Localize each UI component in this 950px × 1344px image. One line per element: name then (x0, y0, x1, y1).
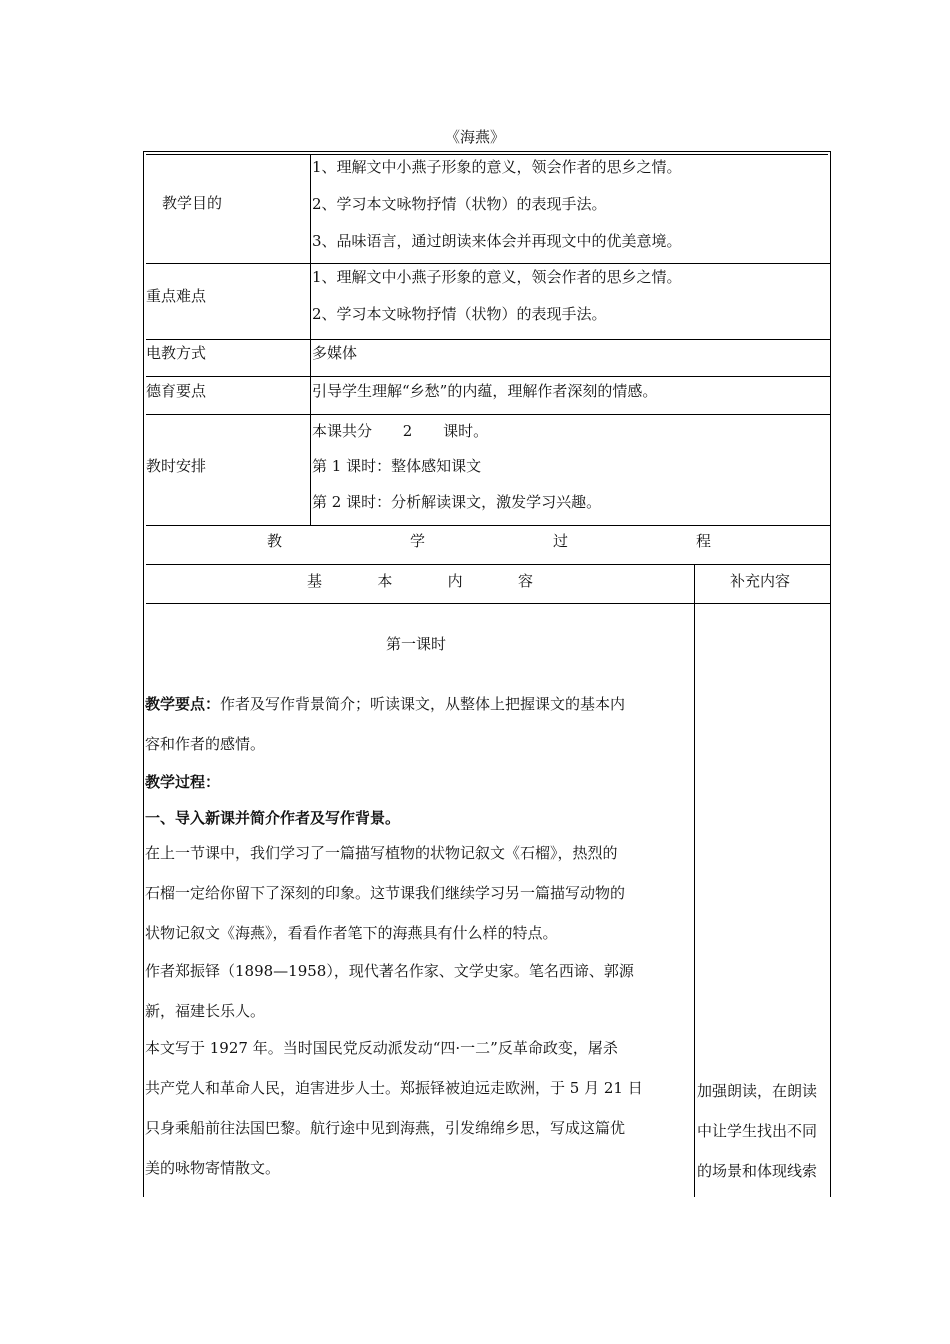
background-paragraph (145, 1038, 643, 1178)
table-border-top (143, 151, 831, 152)
schedule-lesson-2: 第 2 课时：分析解读课文，激发学习兴趣。 (312, 493, 602, 511)
paragraph-line: 状物记叙文《海燕》，看看作者笔下的海燕具有什么样的特点。 (145, 924, 558, 942)
supplement-notes (697, 1081, 817, 1181)
row-divider (146, 564, 830, 565)
supplement-line: 中让学生找出不同 (697, 1122, 818, 1140)
key-point-item: 2、学习本文咏物抒情（状物）的表现手法。 (312, 305, 607, 323)
basic-content-header-char: 本 (377, 572, 393, 590)
process-header-char: 教 (267, 532, 283, 550)
media-value: 多媒体 (312, 344, 358, 362)
row-divider (146, 603, 830, 604)
basic-content-header-char: 内 (447, 572, 463, 590)
table-border-right (830, 151, 831, 1197)
process-header-char: 过 (552, 532, 568, 550)
paragraph-line: 在上一节课中，我们学习了一篇描写植物的状物记叙文《石榴》，热烈的 (145, 844, 618, 862)
key-points-list (312, 267, 682, 324)
basic-content-header (307, 571, 533, 591)
objective-item: 3、品味语言，通过朗读来体会并再现文中的优美意境。 (312, 232, 682, 250)
paragraph-line: 作者郑振铎（1898—1958），现代著名作家、文学史家。笔名西谛、郭源 (145, 962, 634, 980)
supplement-column-divider (694, 564, 695, 1197)
paragraph-line: 美的咏物寄情散文。 (145, 1159, 281, 1177)
process-header-char: 程 (695, 532, 711, 550)
schedule-total (312, 421, 488, 441)
row-label-moral: 德育要点 (146, 382, 207, 400)
row-divider (146, 414, 830, 415)
objectives-list (312, 157, 682, 251)
objective-item: 1、理解文中小燕子形象的意义，领会作者的思乡之情。 (312, 158, 682, 176)
row-divider (146, 339, 830, 340)
lesson-title: 第一课时 (386, 635, 447, 653)
basic-content-header-char: 基 (307, 572, 323, 590)
row-label-objectives: 教学目的 (162, 194, 223, 212)
schedule-total-prefix: 本课共分 (312, 422, 373, 440)
process-label: 教学过程： (145, 773, 221, 791)
author-paragraph (145, 961, 634, 1021)
moral-value: 引导学生理解“乡愁”的内蕴，理解作者深刻的情感。 (312, 382, 658, 400)
paragraph-line: 本文写于 1927 年。当时国民党反动派发动“四·一二”反革命政变，屠杀 (145, 1039, 618, 1057)
paragraph-line: 新，福建长乐人。 (145, 1002, 266, 1020)
schedule-total-count: 2 (402, 422, 413, 440)
table-border-top-inner (146, 154, 828, 155)
objective-item: 2、学习本文咏物抒情（状物）的表现手法。 (312, 195, 607, 213)
process-header (267, 531, 711, 551)
key-points-text: 作者及写作背景简介；听读课文，从整体上把握课文的基本内 (220, 695, 626, 713)
paragraph-line: 共产党人和革命人民，迫害进步人士。郑振铎被迫远走欧洲，于 5 月 21 日 (145, 1079, 643, 1097)
supplement-line: 的场景和体现线索 (697, 1162, 818, 1180)
row-divider (146, 525, 830, 526)
key-point-item: 1、理解文中小燕子形象的意义，领会作者的思乡之情。 (312, 268, 682, 286)
key-points-paragraph (145, 694, 625, 714)
row-divider (146, 263, 830, 264)
process-header-char: 学 (409, 532, 425, 550)
row-label-schedule: 教时安排 (146, 457, 207, 475)
intro-paragraph (145, 843, 625, 943)
supplement-line: 加强朗读，在朗读 (697, 1082, 818, 1100)
row-label-key-points: 重点难点 (146, 287, 207, 305)
row-label-media: 电教方式 (146, 344, 207, 362)
key-points-label: 教学要点： (145, 695, 221, 713)
schedule-total-suffix: 课时。 (443, 422, 489, 440)
paragraph-line: 石榴一定给你留下了深刻的印象。这节课我们继续学习另一篇描写动物的 (145, 884, 626, 902)
table-border-left (143, 151, 144, 1197)
section-heading: 一、导入新课并简介作者及写作背景。 (145, 809, 401, 827)
supplement-header: 补充内容 (730, 572, 791, 590)
key-points-text-cont: 容和作者的感情。 (145, 735, 266, 753)
schedule-lesson-1: 第 1 课时：整体感知课文 (312, 457, 482, 475)
document-title: 《海燕》 (444, 128, 505, 146)
paragraph-line: 只身乘船前往法国巴黎。航行途中见到海燕，引发绵绵乡思，写成这篇优 (145, 1119, 626, 1137)
basic-content-header-char: 容 (517, 572, 533, 590)
row-divider (146, 376, 830, 377)
